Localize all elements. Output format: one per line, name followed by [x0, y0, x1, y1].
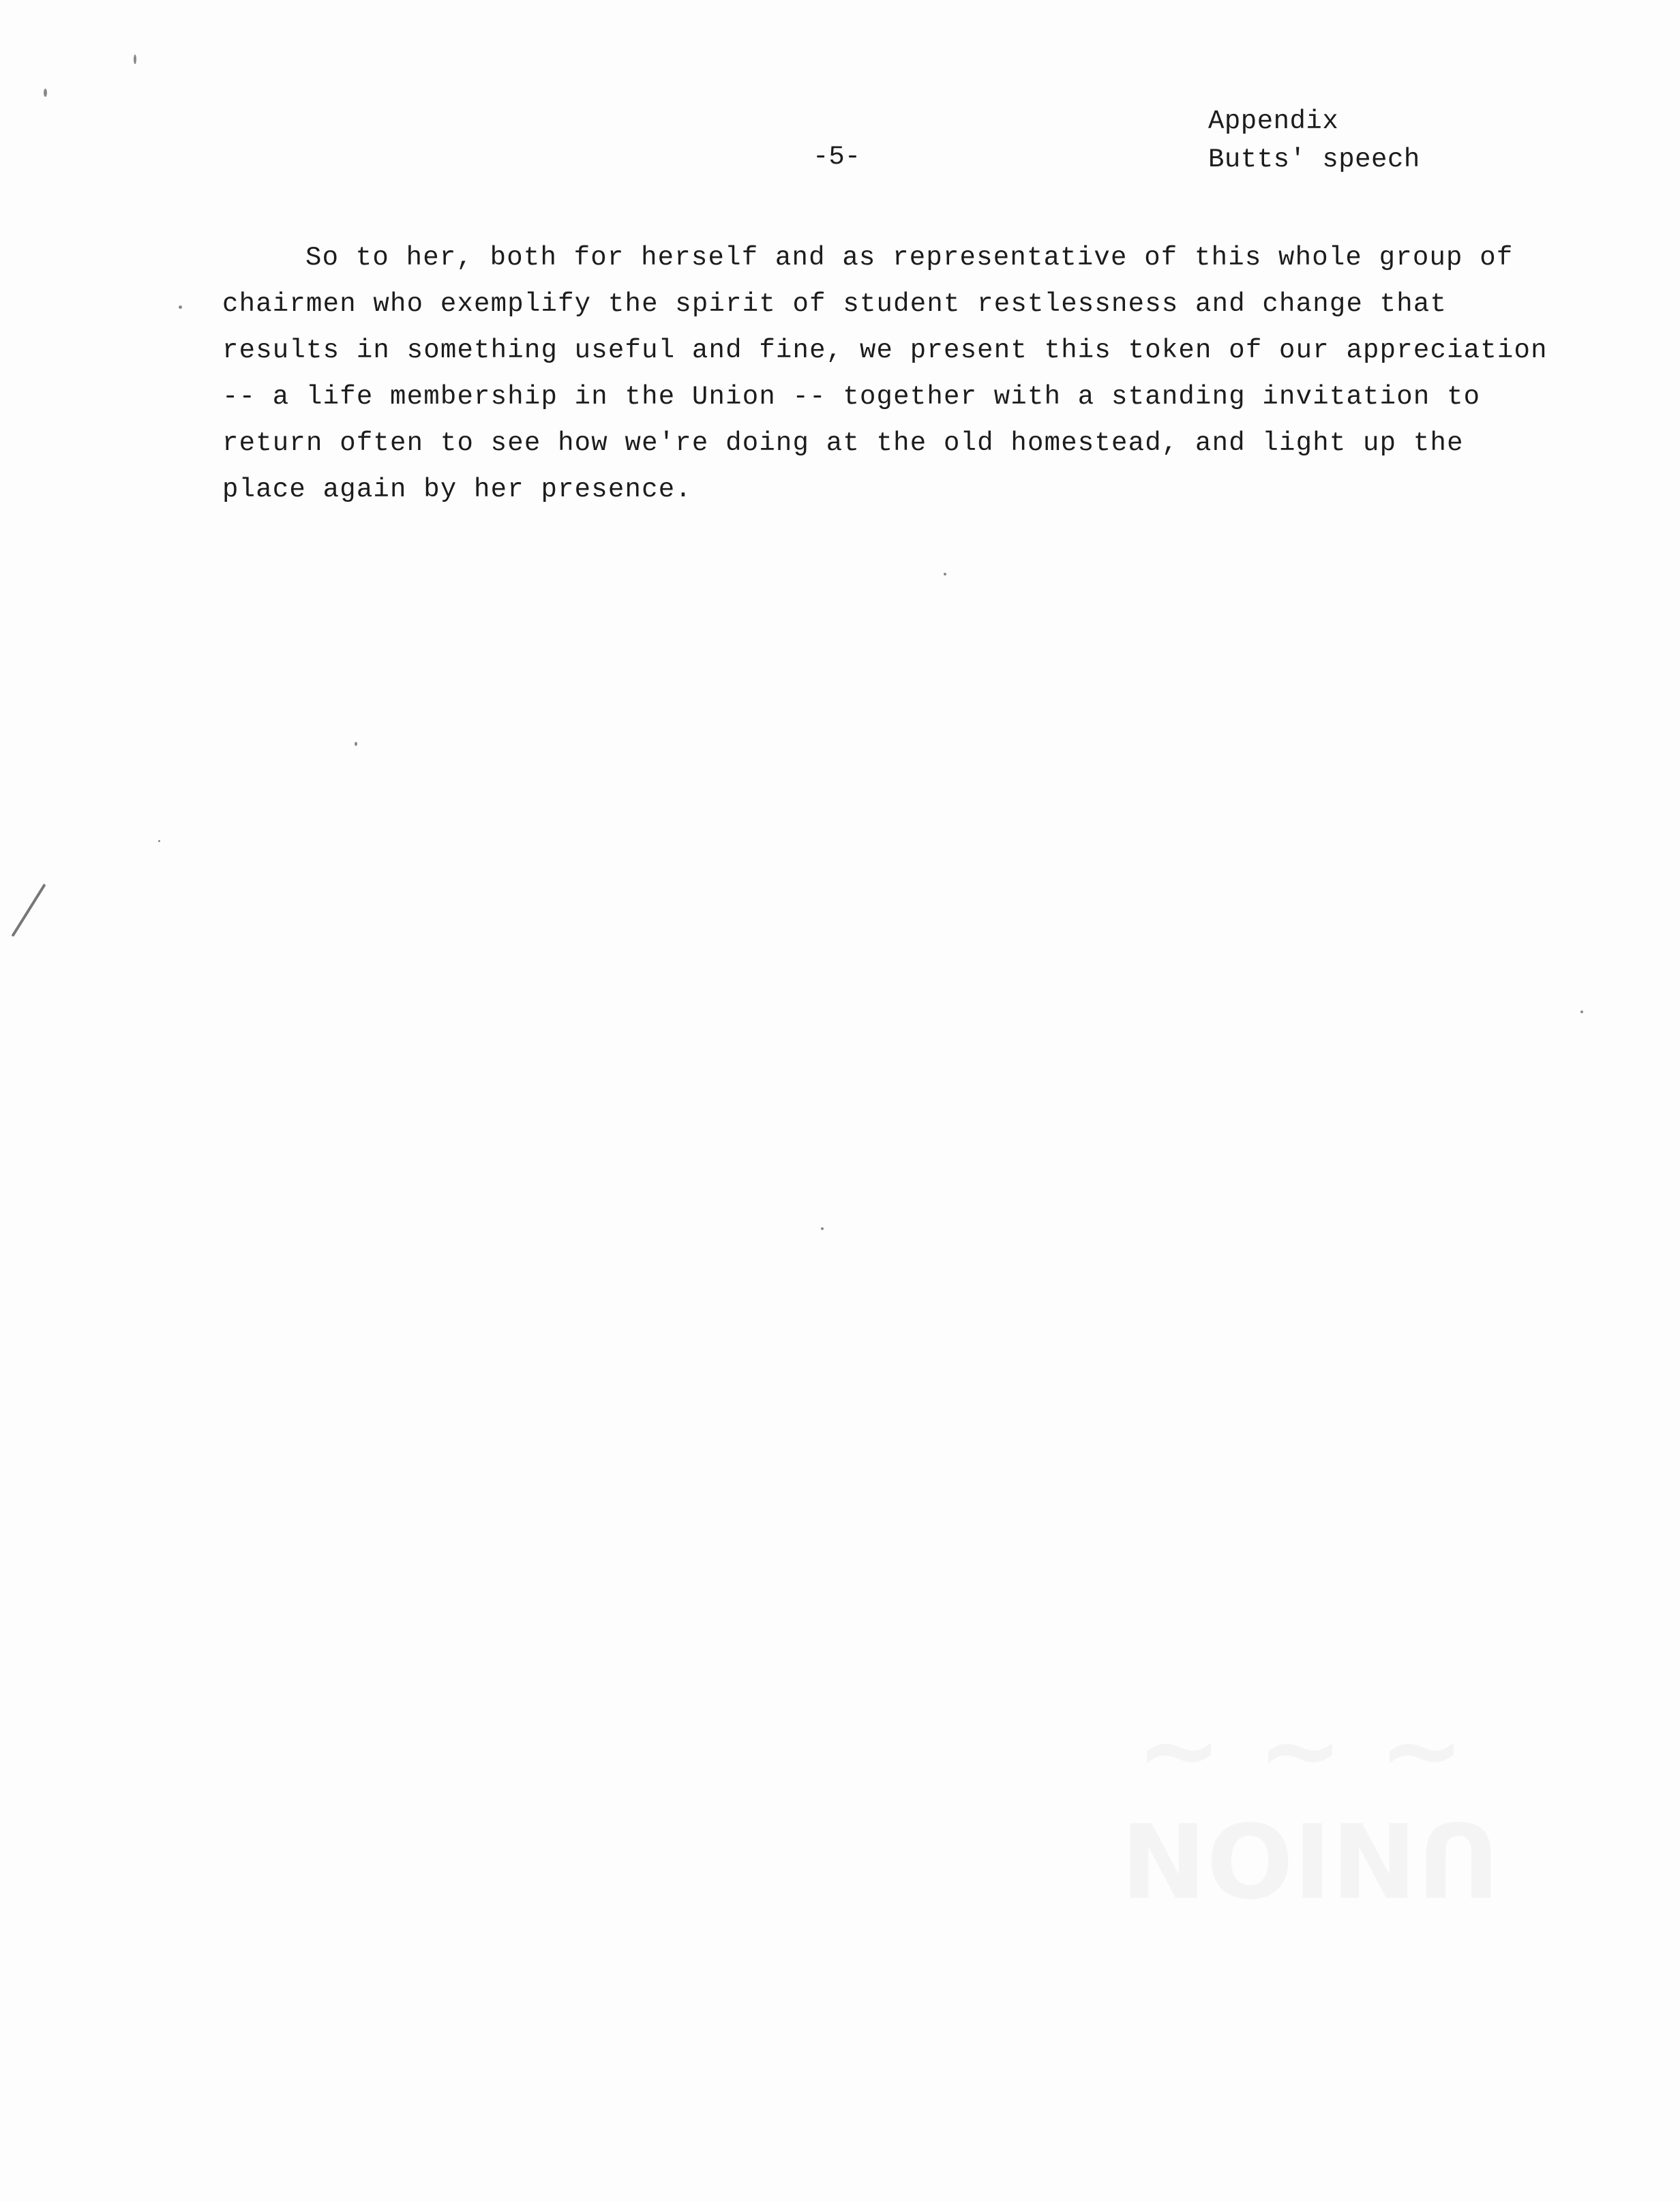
page-number: -5-	[813, 142, 861, 172]
body-line: place again by her presence.	[222, 475, 692, 505]
body-line: results in something useful and fine, we present this token of our appreciation	[222, 335, 1548, 365]
scan-speck	[821, 1227, 824, 1230]
scan-speck	[44, 89, 47, 97]
body-line: -- a life membership in the Union -- together with a standing invitation to	[222, 382, 1481, 412]
speech-label: Butts' speech	[1208, 145, 1420, 175]
scan-speck	[944, 573, 946, 575]
appendix-label: Appendix	[1208, 106, 1339, 136]
body-line: So to her, both for herself and as representative of this whole group of	[305, 243, 1514, 273]
body-line: return often to see how we're doing at the old homestead, and light up the	[222, 428, 1464, 458]
pen-mark	[11, 884, 46, 937]
embossed-seal-watermark	[982, 1623, 1500, 1909]
body-paragraph	[222, 235, 1548, 513]
appendix-header	[1208, 102, 1420, 179]
scan-speck	[158, 840, 160, 842]
scan-speck	[134, 55, 136, 64]
scan-speck	[1580, 1010, 1583, 1013]
scan-speck	[355, 742, 357, 746]
scan-speck	[179, 305, 182, 309]
body-line: chairmen who exemplify the spirit of student restlessness and change that	[222, 289, 1448, 319]
